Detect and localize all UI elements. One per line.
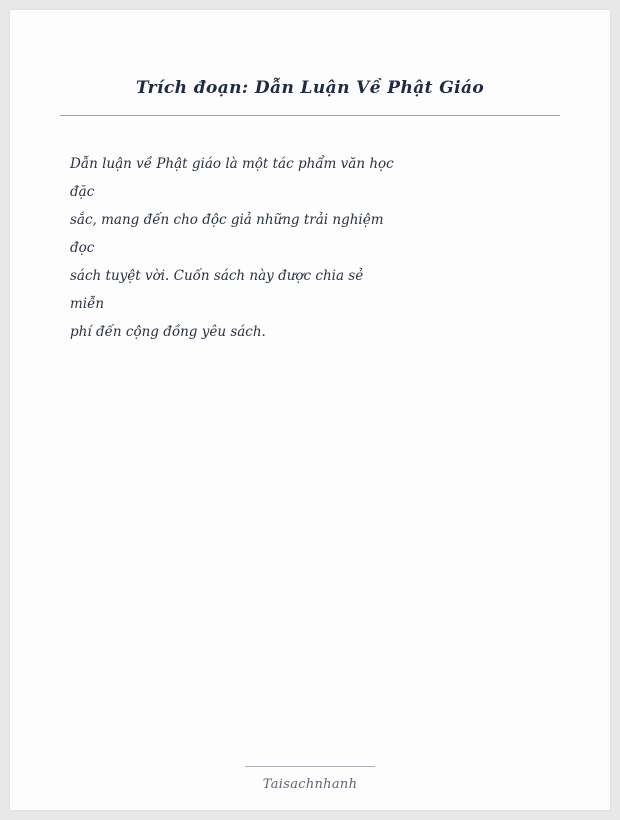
page-title: Trích đoạn: Dẫn Luận Về Phật Giáo bbox=[135, 78, 485, 98]
document-body bbox=[10, 150, 610, 346]
title-divider bbox=[60, 115, 560, 116]
body-line: Dẫn luận về Phật giáo là một tác phẩm văn học bbox=[70, 156, 394, 172]
footer-divider bbox=[245, 766, 375, 767]
body-line: đặc bbox=[70, 184, 95, 200]
body-line: đọc bbox=[70, 240, 95, 256]
page-footer bbox=[10, 766, 610, 792]
body-line: sắc, mang đến cho độc giả những trải nghiệm bbox=[70, 212, 384, 228]
footer-attribution: Taisachnhanh bbox=[262, 777, 358, 792]
body-line: phí đến cộng đồng yêu sách. bbox=[70, 324, 266, 340]
body-line: miễn bbox=[70, 296, 105, 312]
document-page bbox=[10, 10, 610, 810]
body-line: sách tuyệt vời. Cuốn sách này được chia sẻ bbox=[70, 268, 364, 284]
